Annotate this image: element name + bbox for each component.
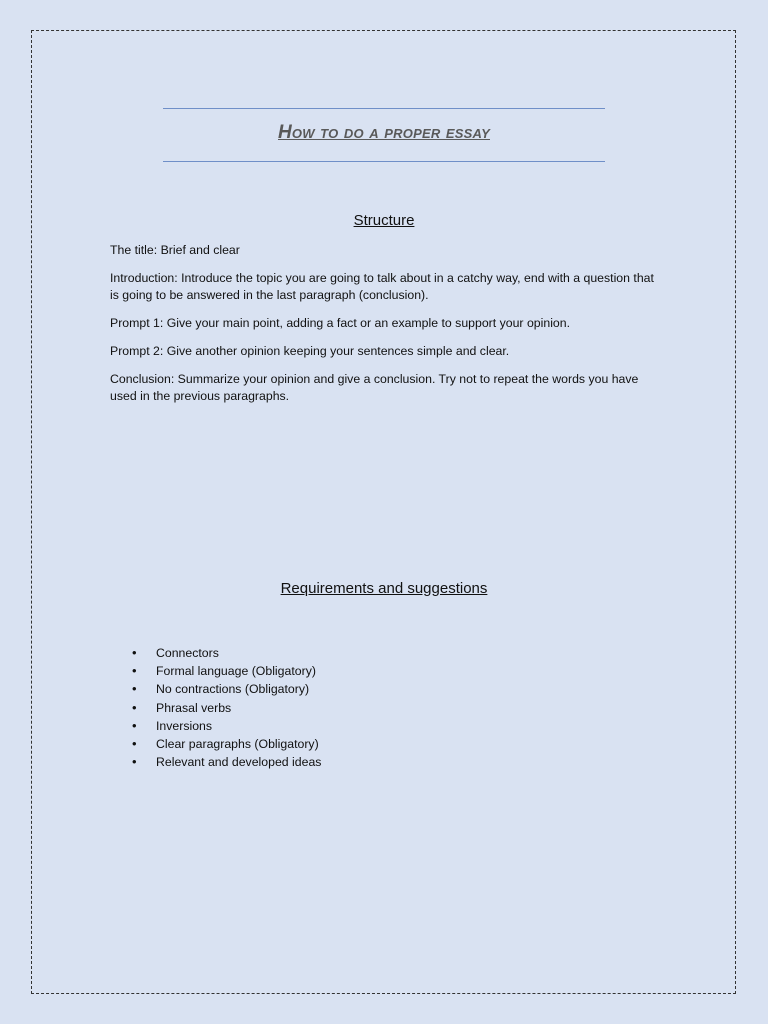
structure-paragraph-prompt-2: Prompt 2: Give another opinion keeping your sentences simple and clear. xyxy=(110,344,510,358)
structure-heading: Structure xyxy=(353,212,415,229)
list-item: • Connectors xyxy=(130,644,321,662)
structure-paragraph-prompt-1: Prompt 1: Give your main point, adding a fact or an example to support your opinion. xyxy=(110,316,571,330)
requirements-heading: Requirements and suggestions xyxy=(280,580,488,597)
structure-paragraph-introduction: Introduction: Introduce the topic you are going to talk about in a catchy way, end with a question that is going to be answered in the last paragraph (conclusion). xyxy=(110,271,654,302)
list-item: • Clear paragraphs (Obligatory) xyxy=(130,735,321,753)
list-item: • Relevant and developed ideas xyxy=(130,753,321,771)
structure-paragraph-conclusion: Conclusion: Summarize your opinion and give a conclusion. Try not to repeat the words you have used in the previous paragraphs. xyxy=(110,372,639,403)
requirements-list xyxy=(130,644,321,771)
structure-paragraph-title: The title: Brief and clear xyxy=(110,243,240,257)
title-block xyxy=(163,108,605,162)
list-item: • Inversions xyxy=(130,717,321,735)
list-item: • Phrasal verbs xyxy=(130,699,321,717)
page-title: How to do a proper essay xyxy=(277,122,490,143)
page-border xyxy=(31,30,736,994)
list-item: • No contractions (Obligatory) xyxy=(130,680,321,698)
list-item: • Formal language (Obligatory) xyxy=(130,662,321,680)
structure-section xyxy=(110,242,655,416)
